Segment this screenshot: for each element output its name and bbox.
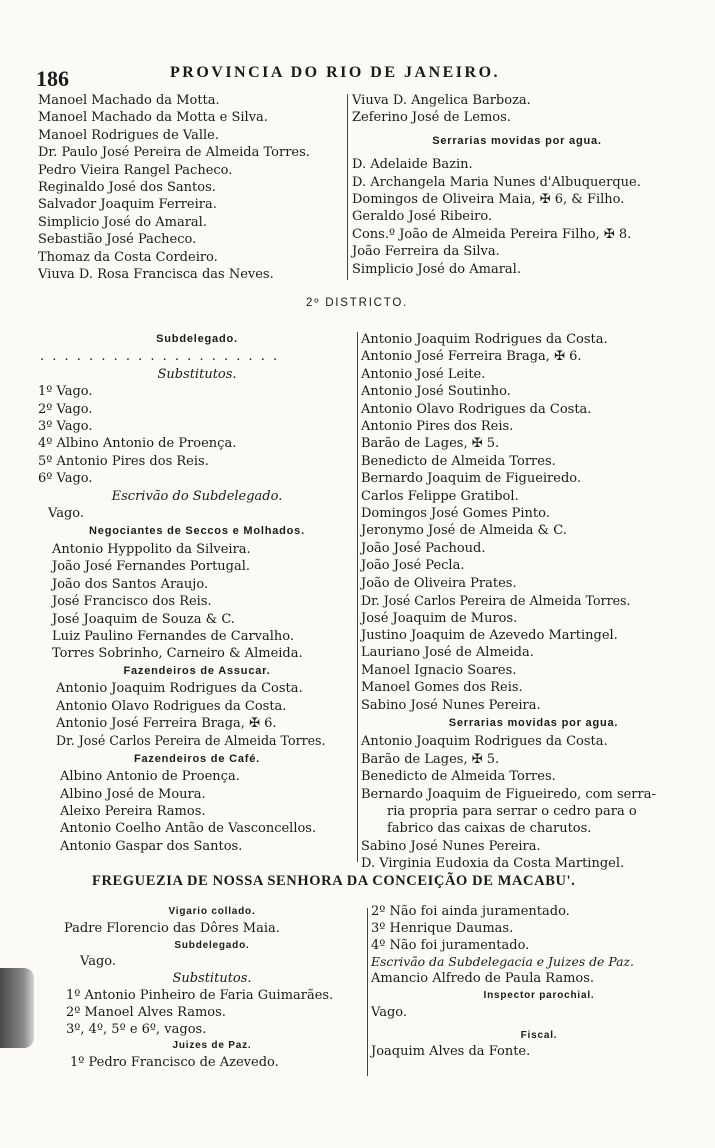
list-item: Antonio Joaquim Rodrigues da Costa. [361, 332, 608, 347]
subdelegado-heading: Subdelegado. [174, 939, 250, 951]
section-heading: Serrarias movidas por agua. [432, 134, 602, 147]
district2-right [361, 331, 706, 873]
list-item: Antonio José Leite. [361, 366, 486, 382]
column-divider [357, 332, 358, 862]
list-item: Antonio José Ferreira Braga, ✠ 6. [56, 715, 277, 731]
list-item: Viuva D. Angelica Barboza. [352, 93, 531, 108]
list-item: Manoel Machado da Motta e Silva. [38, 110, 268, 126]
list-item: Vago. [80, 954, 116, 970]
section1-right [352, 92, 682, 278]
serrarias-heading: Serrarias movidas por agua. [448, 716, 619, 729]
column-divider [367, 908, 368, 1076]
fiscal-heading: Fiscal. [520, 1029, 558, 1041]
list-item: João José Fernandes Portugal. [52, 559, 251, 575]
page-number: 186 [36, 66, 69, 91]
freguezia-right [371, 904, 707, 1061]
substitutos-heading: Substitutos. [157, 366, 237, 382]
list-item: Lauriano José de Almeida. [361, 645, 534, 661]
list-item: Amancio Alfredo de Paula Ramos. [371, 971, 595, 987]
list-item: Zeferino José de Lemos. [352, 110, 511, 126]
list-item: D. Adelaide Bazin. [352, 157, 473, 173]
list-item: Bernardo Joaquim de Figueiredo, com serra- [361, 786, 656, 802]
list-item: Pedro Vieira Rangel Pacheco. [38, 162, 233, 178]
list-item: Antonio José Ferreira Braga, ✠ 6. [361, 349, 582, 365]
list-item: Antonio Gaspar dos Santos. [60, 838, 243, 854]
list-item: Manoel Rodrigues de Valle. [38, 127, 219, 143]
list-item: Sabino José Nunes Pereira. [361, 838, 541, 854]
list-item: Benedicto de Almeida Torres. [361, 453, 556, 469]
list-item: Vago. [371, 1004, 407, 1020]
list-item: 2º Manoel Alves Ramos. [66, 1004, 226, 1020]
list-item: Aleixo Pereira Ramos. [60, 803, 206, 819]
list-item: José Francisco dos Reis. [52, 594, 212, 610]
list-item: Simplicio José do Amaral. [352, 261, 521, 277]
dot-leader: . . . . . . . . . . . . . . . . . . . . [40, 349, 280, 365]
list-item: João José Pecla. [361, 558, 465, 574]
list-item: Geraldo José Ribeiro. [352, 209, 493, 225]
subdelegado-heading: Subdelegado. [156, 333, 238, 345]
list-item: Salvador Joaquim Ferreira. [38, 197, 217, 213]
cafe-heading: Fazendeiros de Café. [133, 752, 261, 765]
list-item: Dr. José Carlos Pereira de Almeida Torres. [56, 733, 326, 749]
list-item: 2º Vago. [38, 401, 93, 417]
list-item: Padre Florencio das Dôres Maia. [64, 920, 280, 936]
list-item: 1º Antonio Pinheiro de Faria Guimarães. [66, 987, 334, 1003]
list-item: Carlos Felippe Gratibol. [361, 488, 519, 504]
list-item: Antonio Olavo Rodrigues da Costa. [361, 401, 592, 417]
list-item: Manoel Gomes dos Reis. [361, 680, 523, 696]
list-item: Albino Antonio de Proença. [60, 769, 240, 785]
list-item: João Ferreira da Silva. [352, 244, 500, 260]
list-item: Domingos de Oliveira Maia, ✠ 6, & Filho. [352, 192, 625, 208]
freguezia-left [62, 904, 362, 1072]
list-item: Reginaldo José dos Santos. [38, 180, 216, 196]
list-item: Barão de Lages, ✠ 5. [361, 751, 500, 767]
list-item: Luiz Paulino Fernandes de Carvalho. [52, 628, 295, 644]
list-item: Benedicto de Almeida Torres. [361, 769, 556, 785]
list-item: 3º Henrique Daumas. [371, 920, 514, 936]
list-item: Cons.º João de Almeida Pereira Filho, ✠ 8. [352, 226, 632, 242]
list-item: 3º Vago. [38, 419, 93, 435]
list-item: José Joaquim de Muros. [361, 610, 518, 626]
list-item: Dr. Paulo José Pereira de Almeida Torres. [38, 145, 310, 161]
substitutos-heading: Substitutos. [172, 971, 252, 987]
list-item: Viuva D. Rosa Francisca das Neves. [38, 267, 274, 283]
list-item: José Joaquim de Souza & C. [52, 611, 235, 627]
list-item: 4º Albino Antonio de Proença. [38, 436, 237, 452]
district-title: 2º DISTRICTO. [306, 297, 409, 309]
inspector-heading: Inspector parochial. [483, 989, 595, 1001]
page-title: PROVINCIA DO RIO DE JANEIRO. [170, 64, 501, 81]
list-item: Antonio Joaquim Rodrigues da Costa. [361, 734, 608, 750]
list-item: Domingos José Gomes Pinto. [361, 506, 550, 522]
negociantes-heading: Negociantes de Seccos e Molhados. [89, 525, 305, 538]
list-item: 6º Vago. [38, 471, 93, 487]
list-item: Barão de Lages, ✠ 5. [361, 436, 500, 452]
list-item: 4º Não foi juramentado. [371, 937, 530, 953]
list-item: João de Oliveira Prates. [361, 575, 517, 591]
list-item: 1º Pedro Francisco de Azevedo. [70, 1055, 279, 1071]
list-item: Thomaz da Costa Cordeiro. [38, 249, 218, 265]
section1-left [38, 92, 338, 283]
list-item: Torres Sobrinho, Carneiro & Almeida. [52, 646, 303, 662]
page-edge-stain [0, 968, 34, 1048]
list-item: Antonio José Soutinho. [361, 384, 511, 400]
list-item: João José Pachoud. [361, 540, 486, 556]
list-item: Joaquim Alves da Fonte. [371, 1044, 531, 1060]
list-item: Antonio Joaquim Rodrigues da Costa. [56, 681, 303, 697]
list-item: D. Archangela Maria Nunes d'Albuquerque. [352, 174, 641, 190]
list-item: Justino Joaquim de Azevedo Martingel. [361, 627, 618, 643]
list-item: Vago. [48, 506, 84, 522]
assucar-heading: Fazendeiros de Assucar. [123, 664, 271, 677]
list-item: Antonio Coelho Antão de Vasconcellos. [60, 821, 317, 837]
list-item: 1º Vago. [38, 384, 93, 400]
list-item: Manoel Ignacio Soares. [361, 662, 517, 678]
list-item: fabrico das caixas de charutos. [387, 821, 592, 837]
list-item: Antonio Pires dos Reis. [361, 419, 514, 435]
list-item: João dos Santos Araujo. [52, 576, 209, 592]
list-item: Jeronymo José de Almeida & C. [361, 523, 567, 539]
list-item: Simplicio José do Amaral. [38, 214, 207, 230]
list-item: 3º, 4º, 5º e 6º, vagos. [66, 1021, 207, 1037]
list-item: 2º Não foi ainda juramentado. [371, 904, 570, 919]
freguezia-title: FREGUEZIA DE NOSSA SENHORA DA CONCEIÇÃO DE MACABU'. [92, 873, 576, 889]
list-item: Sabino José Nunes Pereira. [361, 697, 541, 713]
list-item: 5º Antonio Pires dos Reis. [38, 453, 209, 469]
list-item: Sebastião José Pacheco. [38, 232, 197, 248]
list-item: ria propria para serrar o cedro para o [387, 803, 637, 819]
list-item: Antonio Hyppolito da Silveira. [52, 541, 251, 557]
column-divider [347, 94, 348, 280]
escrivao-heading: Escrivão do Subdelegado. [111, 488, 283, 504]
list-item: Dr. José Carlos Pereira de Almeida Torres. [361, 593, 631, 609]
list-item: D. Virginia Eudoxia da Costa Martingel. [361, 856, 625, 872]
list-item: Bernardo Joaquim de Figueiredo. [361, 471, 582, 487]
list-item: Manoel Machado da Motta. [38, 93, 220, 108]
list-item: Albino José de Moura. [60, 786, 206, 802]
district2-left [38, 331, 356, 855]
escrivao-heading: Escrivão da Subdelegacia e Juizes de Paz. [371, 954, 634, 970]
vigario-heading: Vigario collado. [168, 906, 256, 917]
juizes-heading: Juizes de Paz. [172, 1040, 252, 1052]
list-item: Antonio Olavo Rodrigues da Costa. [56, 698, 287, 714]
